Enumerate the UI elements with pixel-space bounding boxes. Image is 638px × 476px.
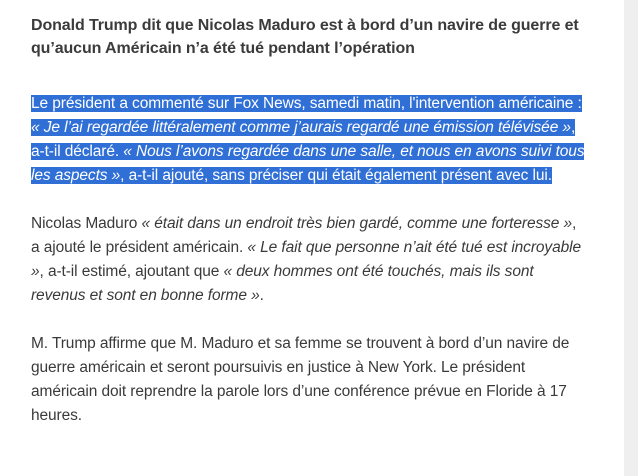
paragraph2-text: , a ajouté le président américain. <box>31 215 577 256</box>
paragraph2-quote2: « Le fait que personne n’ait été tué est incroyable » <box>31 239 581 280</box>
paragraph2-text: . <box>259 287 264 304</box>
paragraph2-text: , a-t-il estimé, ajoutant que <box>39 263 224 280</box>
paragraph1-quote1: « Je l’ai regardée littéralement comme j’aurais regardé une émission télévisée » <box>31 119 571 136</box>
article-headline: Donald Trump dit que Nicolas Maduro est à bord d’un navire de guerre et qu’aucun Américain n’a été tué pendant l’opération <box>31 17 579 57</box>
paragraph2-quote3: « deux hommes ont été touchés, mais ils sont revenus et sont en bonne forme » <box>31 263 534 304</box>
paragraph-selected <box>31 92 586 188</box>
paragraph1-quote2: « Nous l’avons regardée dans une salle, et nous en avons suivi tous les aspects » <box>31 143 585 184</box>
paragraph1-text: , a-t-il ajouté, sans préciser qui était également présent avec lui. <box>120 167 552 184</box>
paragraph2-quote1: « était dans un endroit très bien gardé, comme une forteresse » <box>141 215 573 232</box>
paragraph1-text: Le président a commenté sur Fox News, samedi matin, l'intervention américaine : <box>31 95 582 112</box>
paragraph1-text: , a-t-il déclaré. <box>31 119 576 160</box>
paragraph-quotes <box>31 212 586 308</box>
selected-text[interactable] <box>31 95 584 184</box>
article-body <box>31 14 586 452</box>
paragraph2-text: Nicolas Maduro <box>31 215 142 232</box>
paragraph-summary: M. Trump affirme que M. Maduro et sa femme se trouvent à bord d’un navire de guerre américain et seront poursuivis en justice à New York. Le président américain doit reprendre la parole lors d’une conférence prévue en Floride à 17 heures. <box>31 335 570 424</box>
scrollbar-track[interactable] <box>624 0 638 476</box>
